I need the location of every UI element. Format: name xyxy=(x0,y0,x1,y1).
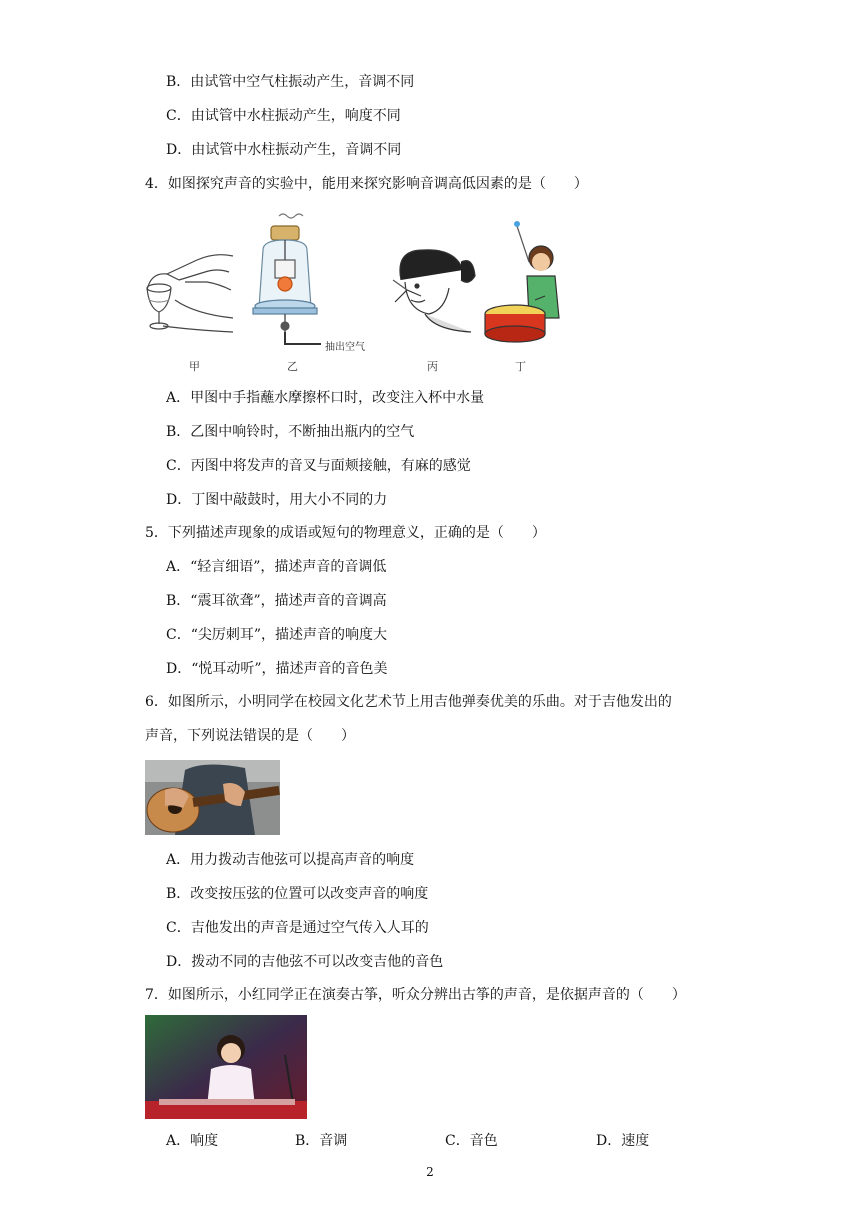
guzheng-photo xyxy=(145,1015,307,1119)
q6-option-a: A．用力拨动吉他弦可以提高声音的响度 xyxy=(166,852,415,868)
q3-option-b: B．由试管中空气柱振动产生，音调不同 xyxy=(166,74,415,90)
q4-option-a: A．甲图中手指蘸水摩擦杯口时，改变注入杯中水量 xyxy=(166,390,485,406)
q7-stem: 7．如图所示，小红同学正在演奏古筝，听众分辨出古筝的声音，是依据声音的（ ） xyxy=(145,987,686,1003)
glass-hand-illustration xyxy=(147,255,233,332)
tuning-fork-girl-illustration xyxy=(393,250,475,332)
figure-label-yi: 乙 xyxy=(287,360,298,373)
q5-option-a: A．“轻言细语”，描述声音的音调低 xyxy=(166,559,387,575)
q6-option-b: B．改变按压弦的位置可以改变声音的响度 xyxy=(166,886,429,902)
q5-stem: 5．下列描述声现象的成语或短句的物理意义，正确的是（ ） xyxy=(145,525,546,541)
q4-stem: 4．如图探究声音的实验中，能用来探究影响音调高低因素的是（ ） xyxy=(145,176,588,192)
q5-option-d: D．“悦耳动听”，描述声音的音色美 xyxy=(166,661,388,677)
q6-option-c: C．吉他发出的声音是通过空气传入人耳的 xyxy=(166,920,429,936)
page-number: 2 xyxy=(426,1165,434,1179)
q7-option-a: A．响度 xyxy=(166,1133,219,1149)
q4-option-d: D．丁图中敲鼓时，用大小不同的力 xyxy=(166,492,388,508)
q6-stem-line1: 6．如图所示，小明同学在校园文化艺术节上用吉他弹奏优美的乐曲。对于吉他发出的 xyxy=(145,694,672,710)
pump-air-annotation: 抽出空气 xyxy=(325,342,365,353)
figure-label-jia: 甲 xyxy=(189,360,200,373)
q5-option-c: C．“尖厉刺耳”，描述声音的响度大 xyxy=(166,627,388,643)
figure-label-ding: 丁 xyxy=(515,360,526,373)
guitar-photo xyxy=(145,760,280,835)
q7-option-c: C．音色 xyxy=(445,1133,498,1149)
q4-option-c: C．丙图中将发声的音叉与面颊接触，有麻的感觉 xyxy=(166,458,471,474)
q4-figure xyxy=(145,210,565,375)
q4-figure-illustration xyxy=(145,210,565,375)
q7-option-d: D．速度 xyxy=(596,1133,650,1149)
q4-option-b: B．乙图中响铃时，不断抽出瓶内的空气 xyxy=(166,424,415,440)
q6-option-d: D．拨动不同的吉他弦不可以改变吉他的音色 xyxy=(166,954,444,970)
q3-option-c: C．由试管中水柱振动产生，响度不同 xyxy=(166,108,401,124)
figure-label-bing: 丙 xyxy=(427,360,438,373)
bell-jar-illustration xyxy=(253,214,321,344)
q6-stem-line2: 声音，下列说法错误的是（ ） xyxy=(145,728,355,744)
q7-option-b: B．音调 xyxy=(295,1133,348,1149)
q5-option-b: B．“震耳欲聋”，描述声音的音调高 xyxy=(166,593,387,609)
drum-boy-illustration xyxy=(485,221,559,342)
q3-option-d: D．由试管中水柱振动产生，音调不同 xyxy=(166,142,402,158)
